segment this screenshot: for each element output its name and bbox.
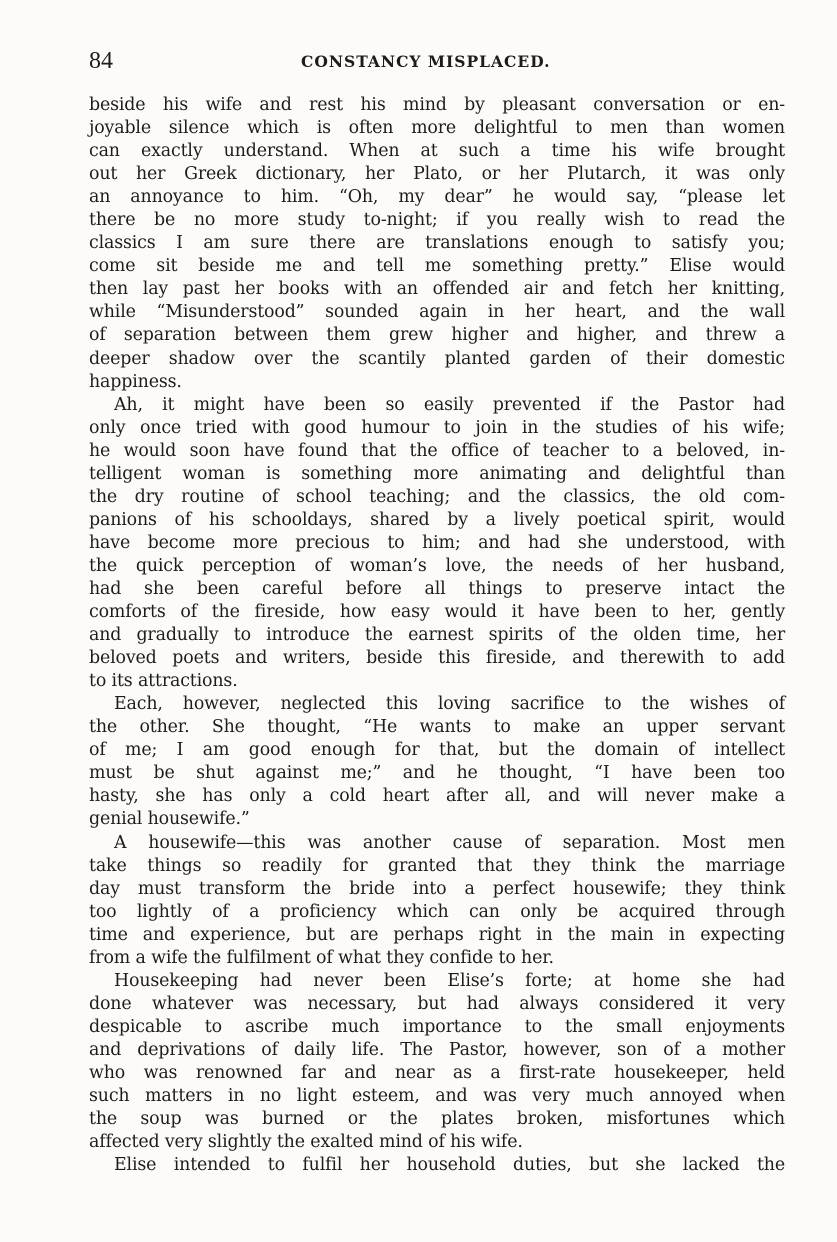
paragraph	[89, 832, 785, 970]
text-line: Each, however, neglected this loving sacrifice to the wishes of	[114, 694, 785, 715]
text-line: comforts of the fireside, how easy would it have been to her, gently	[89, 602, 785, 623]
text-line: then lay past her books with an offended air and fetch her knitting,	[89, 279, 785, 300]
text-line: from a wife the fulfilment of what they confide to her.	[89, 947, 554, 968]
paragraph	[89, 94, 785, 394]
text-line: telligent woman is something more animating and delightful than	[89, 463, 785, 484]
text-line: Housekeeping had never been Elise’s forte; at home she had	[114, 970, 785, 991]
text-line: A housewife—this was another cause of separation. Most men	[114, 832, 785, 853]
text-line: beside his wife and rest his mind by pleasant conversation or en-	[89, 95, 785, 115]
text-line: and gradually to introduce the earnest spirits of the olden time, her	[89, 625, 785, 646]
text-line: of me; I am good enough for that, but the domain of intellect	[89, 740, 785, 761]
text-line: an annoyance to him. “Oh, my dear” he would say, “please let	[89, 187, 785, 208]
text-line: of separation between them grew higher and higher, and threw a	[89, 325, 785, 346]
text-line: hasty, she has only a cold heart after all, and will never make a	[89, 786, 785, 807]
text-line: deeper shadow over the scantily planted garden of their domestic	[89, 348, 785, 369]
text-line: too lightly of a proficiency which can only be acquired through	[89, 901, 785, 922]
paragraph	[89, 1154, 785, 1177]
text-line: genial housewife.”	[89, 809, 250, 830]
text-line: take things so readily for granted that they think the marriage	[89, 855, 785, 876]
page-header	[89, 46, 784, 80]
text-line: joyable silence which is often more delightful to men than women	[89, 118, 785, 139]
text-line: can exactly understand. When at such a time his wife brought	[89, 141, 785, 162]
text-line: Ah, it might have been so easily prevented if the Pastor had	[114, 394, 785, 415]
text-line: happiness.	[89, 371, 182, 392]
text-line: affected very slightly the exalted mind of his wife.	[89, 1132, 523, 1153]
text-line: done whatever was necessary, but had always considered it very	[89, 993, 785, 1014]
text-line: had she been careful before all things to preserve intact the	[89, 578, 785, 599]
text-line: must be shut against me;” and he thought, “I have been too	[89, 763, 785, 784]
text-line: have become more precious to him; and had she understood, with	[89, 532, 785, 553]
text-line: panions of his schooldays, shared by a lively poetical spirit, would	[89, 509, 785, 530]
text-line: such matters in no light esteem, and was very much annoyed when	[89, 1086, 785, 1107]
text-line: out her Greek dictionary, her Plato, or her Plutarch, it was only	[89, 164, 785, 185]
text-line: classics I am sure there are translations enough to satisfy you;	[89, 233, 785, 254]
paragraph	[89, 394, 785, 694]
text-line: he would soon have found that the office of teacher to a beloved, in-	[89, 440, 785, 461]
text-line: the other. She thought, “He wants to make an upper servant	[89, 717, 785, 738]
text-line: the soup was burned or the plates broken, misfortunes which	[89, 1109, 785, 1130]
text-line: despicable to ascribe much importance to the small enjoyments	[89, 1016, 785, 1037]
text-line: day must transform the bride into a perfect housewife; they think	[89, 878, 785, 899]
text-line: there be no more study to-night; if you really wish to read the	[89, 210, 785, 231]
text-line: Elise intended to fulfil her household duties, but she lacked the	[114, 1155, 785, 1176]
paragraph	[89, 970, 785, 1154]
paragraph	[89, 693, 785, 831]
text-line: the quick perception of woman’s love, the needs of her husband,	[89, 555, 785, 576]
body-text	[89, 94, 785, 1177]
text-line: beloved poets and writers, beside this fireside, and therewith to add	[89, 648, 785, 669]
text-line: only once tried with good humour to join in the studies of his wife;	[89, 417, 785, 438]
text-line: to its attractions.	[89, 671, 238, 692]
page-number: 84	[89, 48, 113, 74]
text-line: and deprivations of daily life. The Pastor, however, son of a mother	[89, 1039, 785, 1060]
text-line: the dry routine of school teaching; and the classics, the old com-	[89, 486, 785, 507]
running-head: CONSTANCY MISPLACED.	[301, 52, 551, 71]
text-line: come sit beside me and tell me something pretty.” Elise would	[89, 256, 785, 277]
text-line: while “Misunderstood” sounded again in her heart, and the wall	[89, 302, 785, 323]
text-line: time and experience, but are perhaps right in the main in expecting	[89, 924, 785, 945]
text-line: who was renowned far and near as a first-rate housekeeper, held	[89, 1062, 785, 1083]
